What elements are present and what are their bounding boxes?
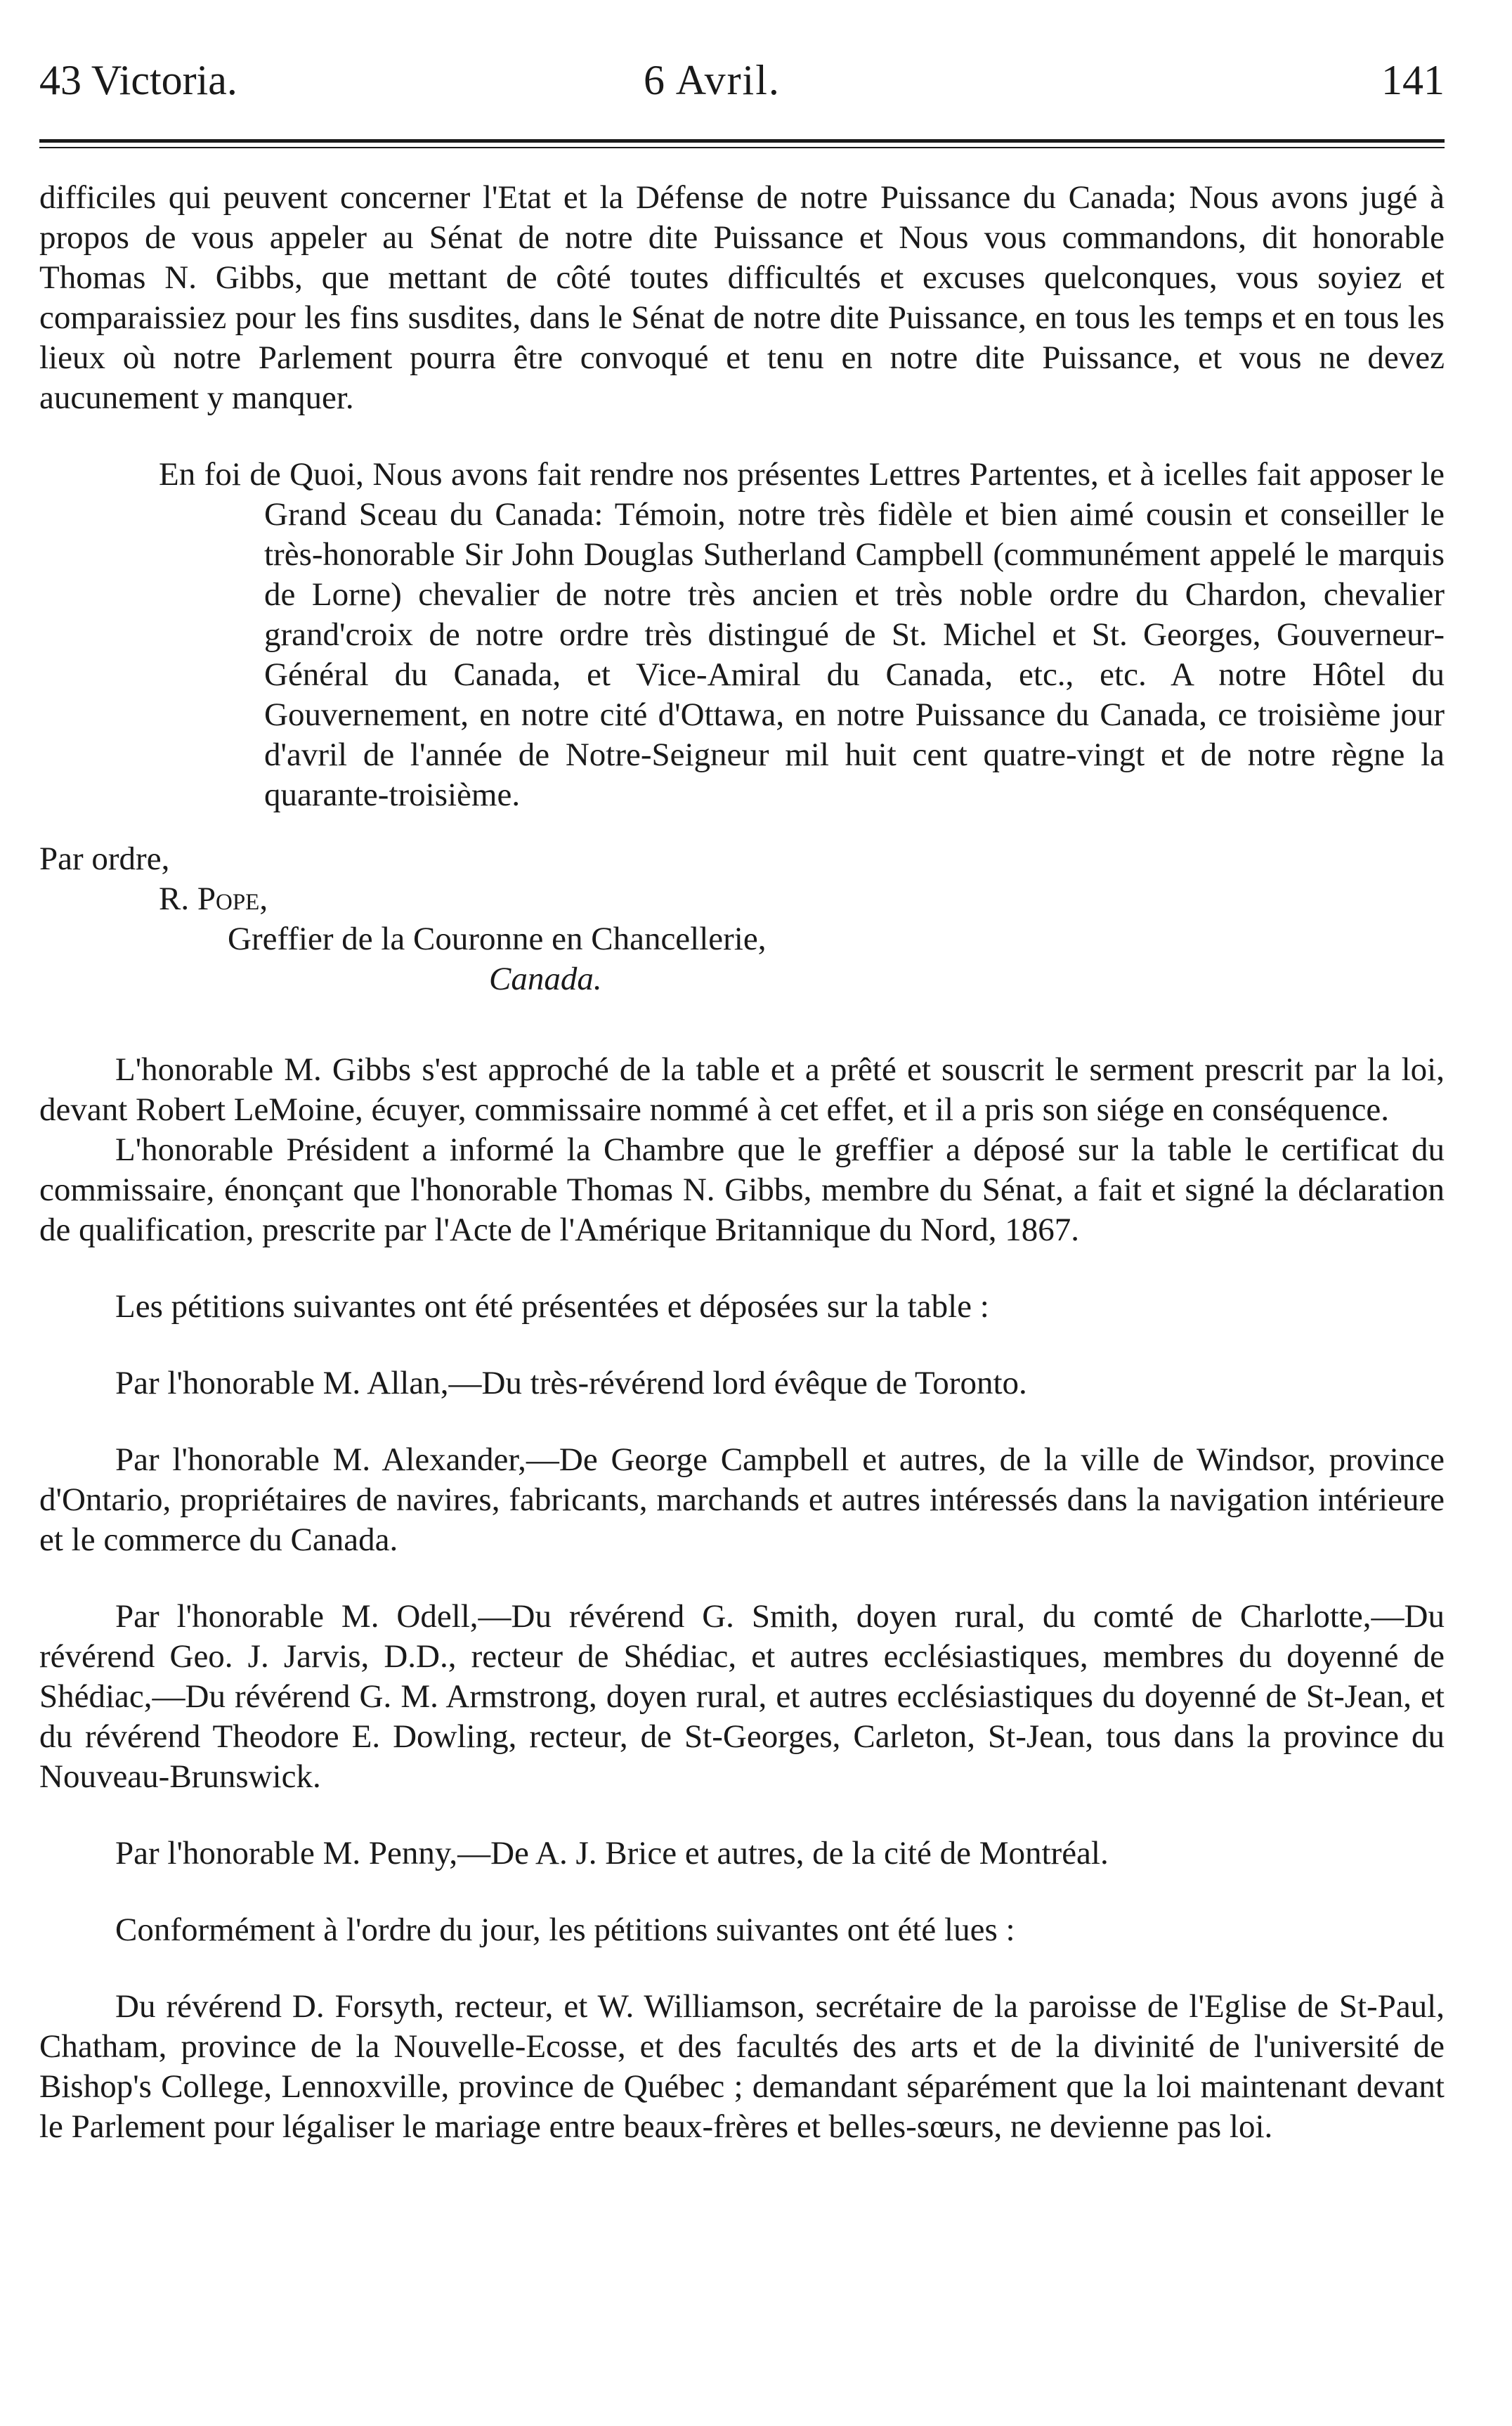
header-rules (39, 139, 1445, 148)
header-regnal-year: 43 Victoria. (39, 57, 237, 103)
paragraph-en-foi-de-quoi: En foi de Quoi, Nous avons fait rendre nos présentes Lettres Partentes, et à icelles fait apposer le Grand Sceau du Canada: Témoin, notre très fidèle et bien aimé cousin et conseiller le très-honorable Sir John Douglas Sutherland Campbell (communément appelé le marquis de Lorne) chevalier de notre très ancien et très noble ordre du Chardon, chevalier grand'croix de notre ordre très distingué de St. Michel et St. Georges, Gouverneur-Général du Canada, et Vice-Amiral du Canada, etc., etc. A notre Hôtel du Gouvernement, en notre cité d'Ottawa, en notre Puissance du Canada, ce troisième jour d'avril de l'année de Notre-Seigneur mil huit cent quatre-vingt et de notre règne la quarante-troisième. (159, 456, 1445, 813)
document-body (39, 178, 1445, 2147)
paragraph-petitions-intro: Les pétitions suivantes ont été présentées et déposées sur la table : (115, 1288, 989, 1325)
signatory-title: Greffier de la Couronne en Chancellerie, (228, 921, 767, 957)
paragraph-petition-forsyth: Du révérend D. Forsyth, recteur, et W. Williamson, secrétaire de la paroisse de l'Eglise de St-Paul, Chatham, province de la Nouvelle-Ecosse, et des facultés des arts et de la divinité de l'université de Bishop's College, Lennoxville, province de Québec ; demandant séparément que la loi maintenant devant le Parlement pour légaliser le mariage entre beaux-frères et belles-sœurs, ne devienne pas loi. (39, 1988, 1445, 2145)
paragraph-petition-alexander: Par l'honorable M. Alexander,—De George Campbell et autres, de la ville de Windsor, province d'Ontario, propriétaires de navires, fabricants, marchands et autres intéressés dans la navigation intérieure et le commerce du Canada. (39, 1441, 1445, 1558)
par-ordre-label: Par ordre, (39, 841, 170, 877)
paragraph-summons: difficiles qui peuvent concerner l'Etat et la Défense de notre Puissance du Canada; Nous avons jugé à propos de vous appeler au Sénat de notre dite Puissance et Nous vous commandons, dit honorable Thomas N. Gibbs, que mettant de côté toutes difficultés et excuses quelconques, vous soyiez et comparaissiez pour les fins susdites, dans le Sénat de notre dite Puissance, en tous les temps et en tous les lieux où notre Parlement pourra être convoqué et tenu en notre dite Puissance, et vous ne devez aucunement y manquer. (39, 179, 1445, 416)
paragraph-president: L'honorable Président a informé la Chambre que le greffier a déposé sur la table le certificat du commissaire, énonçant que l'honorable Thomas N. Gibbs, membre du Sénat, a fait et signé la déclaration de qualification, prescrite par l'Acte de l'Amérique Britannique du Nord, 1867. (39, 1131, 1445, 1248)
signatory-name: R. Pope, (159, 881, 268, 917)
header-rule-thick (39, 139, 1445, 143)
paragraph-conformement: Conformément à l'ordre du jour, les pétitions suivantes ont été lues : (115, 1912, 1015, 1948)
paragraph-petition-penny: Par l'honorable M. Penny,—De A. J. Brice et autres, de la cité de Montréal. (115, 1835, 1109, 1872)
page-number: 141 (1381, 57, 1445, 103)
paragraph-serment: L'honorable M. Gibbs s'est approché de la table et a prêté et souscrit le serment prescrit par la loi, devant Robert LeMoine, écuyer, commissaire nommé à cet effet, et il a pris son siége en conséquence. (39, 1051, 1445, 1128)
header-rule-thin (39, 147, 1445, 148)
paragraph-petition-odell: Par l'honorable M. Odell,—Du révérend G. Smith, doyen rural, du comté de Charlotte,—Du révérend Geo. J. Jarvis, D.D., recteur de Shédiac, et autres ecclésiastiques, membres du doyenné de Shédiac,—Du révérend G. M. Armstrong, doyen rural, et autres ecclésiastiques du doyenné de St-Jean, et du révérend Theodore E. Dowling, recteur, de St-Georges, Carleton, St-Jean, tous dans la province du Nouveau-Brunswick. (39, 1598, 1445, 1795)
header-date: 6 Avril. (644, 57, 781, 103)
paragraph-petition-allan: Par l'honorable M. Allan,—Du très-révérend lord évêque de Toronto. (115, 1365, 1027, 1401)
signatory-place: Canada. (489, 961, 602, 997)
page-header (39, 56, 1445, 127)
